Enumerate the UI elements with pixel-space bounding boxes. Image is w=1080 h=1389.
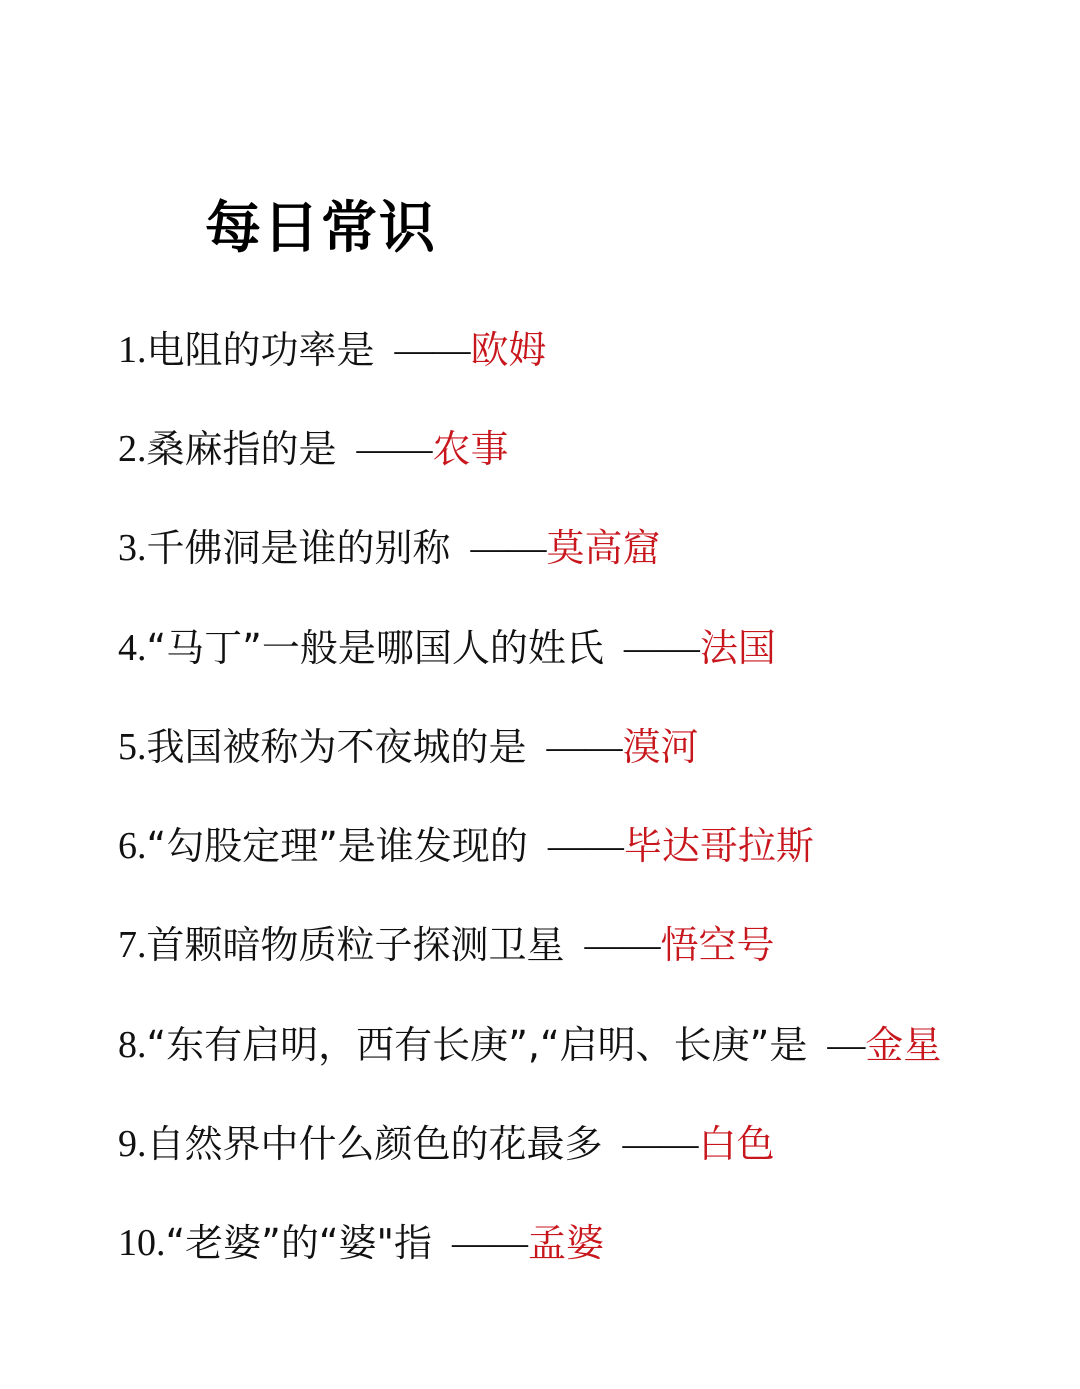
- item-dash: ——: [547, 825, 624, 868]
- item-question: “老婆”的“婆"指: [165, 1221, 433, 1266]
- list-item: [118, 896, 1058, 995]
- list-item: [118, 300, 1058, 399]
- list-item: [118, 995, 1058, 1094]
- item-dash: ——: [622, 1123, 699, 1166]
- page-title: 每日常识: [205, 196, 437, 261]
- item-dash: —: [827, 1023, 866, 1066]
- item-number: 5.: [118, 725, 147, 768]
- item-answer: 漠河: [622, 724, 699, 769]
- item-number: 2.: [118, 427, 147, 470]
- qa-list: [118, 300, 1058, 1293]
- item-answer: 悟空号: [660, 923, 775, 968]
- list-item: [118, 697, 1058, 796]
- item-question: “勾股定理”是谁发现的: [146, 824, 528, 869]
- item-question: “马丁”一般是哪国人的姓氏: [146, 625, 604, 670]
- item-answer: 农事: [432, 426, 509, 471]
- list-item: [118, 598, 1058, 697]
- item-number: 9.: [118, 1123, 147, 1166]
- item-answer: 白色: [698, 1122, 775, 1167]
- list-item: [118, 499, 1058, 598]
- item-question: 首颗暗物质粒子探测卫星: [146, 923, 565, 968]
- item-dash: ——: [470, 527, 547, 570]
- item-number: 1.: [118, 328, 147, 371]
- item-number: 4.: [118, 626, 147, 669]
- item-answer: 毕达哥拉斯: [623, 824, 814, 869]
- item-answer: 孟婆: [528, 1221, 605, 1266]
- item-answer: 欧姆: [470, 327, 547, 372]
- item-number: 8.: [118, 1023, 147, 1066]
- item-dash: ——: [546, 725, 623, 768]
- item-answer: 金星: [865, 1022, 942, 1067]
- item-question: 我国被称为不夜城的是: [146, 724, 527, 769]
- item-number: 3.: [118, 527, 147, 570]
- item-number: 10.: [118, 1222, 166, 1265]
- item-dash: ——: [584, 924, 661, 967]
- list-item: [118, 1094, 1058, 1193]
- item-question: 桑麻指的是: [146, 426, 337, 471]
- item-dash: ——: [623, 626, 700, 669]
- item-number: 6.: [118, 825, 147, 868]
- item-dash: ——: [452, 1222, 529, 1265]
- list-item: [118, 399, 1058, 498]
- item-question: “东有启明，西有长庚”,“启明、长庚”是: [146, 1022, 808, 1067]
- list-item: [118, 796, 1058, 895]
- item-dash: ——: [356, 427, 433, 470]
- list-item: [118, 1194, 1058, 1293]
- item-number: 7.: [118, 924, 147, 967]
- item-dash: ——: [394, 328, 471, 371]
- item-question: 自然界中什么颜色的花最多: [146, 1122, 603, 1167]
- item-answer: 法国: [699, 625, 776, 670]
- item-question: 千佛洞是谁的别称: [146, 526, 451, 571]
- item-question: 电阻的功率是: [146, 327, 375, 372]
- item-answer: 莫高窟: [546, 526, 661, 571]
